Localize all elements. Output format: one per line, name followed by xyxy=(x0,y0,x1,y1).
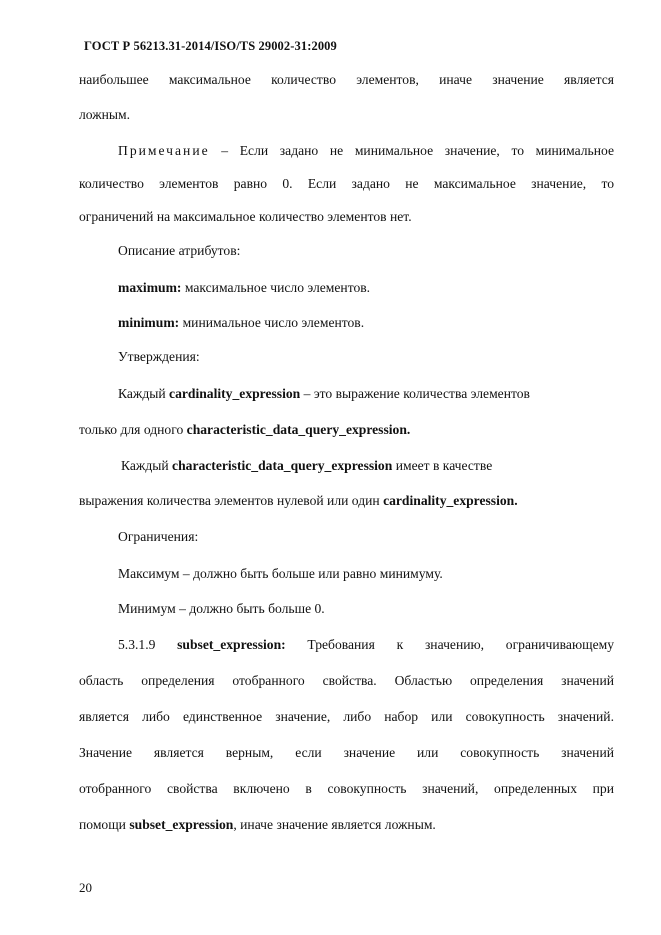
note-text: – Если задано не минимальное значение, то минимальное xyxy=(209,143,614,158)
note-line: ограничений на максимальное количество элементов нет. xyxy=(79,209,412,224)
page-header: ГОСТ Р 56213.31-2014/ISO/TS 29002-31:2009 xyxy=(84,39,337,53)
attribute-term: maximum: xyxy=(118,280,182,295)
text-run: выражения количества элементов нулевой или один xyxy=(79,493,384,508)
section-line: отобранного свойства включено в совокупность значений, определенных при xyxy=(79,781,614,796)
section-number: 5.3.1.9 xyxy=(118,637,178,652)
text-run: – это выражение количества элементов xyxy=(300,386,530,401)
assertion-line xyxy=(79,493,518,509)
section-line xyxy=(79,817,436,833)
note-line: количество элементов равно 0. Если задано не максимальное значение, то xyxy=(79,176,614,191)
attributes-heading: Описание атрибутов: xyxy=(118,243,241,258)
paragraph-line: ложным. xyxy=(79,107,131,122)
text-run: только для одного xyxy=(79,422,187,437)
text-run: Каждый xyxy=(121,458,173,473)
attribute-minimum xyxy=(118,315,364,331)
text-run: , иначе значение является ложным. xyxy=(233,817,436,832)
attribute-desc: максимальное число элементов. xyxy=(181,280,371,295)
assertions-heading: Утверждения: xyxy=(118,349,200,364)
term: characteristic_data_query_expression xyxy=(172,458,393,473)
text-run: имеет в качестве xyxy=(392,458,493,473)
constraint-line: Максимум – должно быть больше или равно минимуму. xyxy=(118,566,443,581)
note-label: Примечание xyxy=(118,143,210,158)
term: subset_expression xyxy=(129,817,234,832)
section-line: область определения отобранного свойства. Областью определения значений xyxy=(79,673,614,688)
section-line: является либо единственное значение, либо набор или совокупность значений. xyxy=(79,709,614,724)
term: characteristic_data_query_expression. xyxy=(186,422,411,437)
term: subset_expression: xyxy=(177,637,286,652)
attribute-term: minimum: xyxy=(118,315,180,330)
text-run: помощи xyxy=(79,817,130,832)
attribute-maximum xyxy=(118,280,370,296)
assertion-line xyxy=(79,422,410,438)
page-number: 20 xyxy=(79,880,92,895)
note-line xyxy=(118,143,614,159)
term: cardinality_expression xyxy=(169,386,301,401)
section-line: Значение является верным, если значение или совокупность значений xyxy=(79,745,614,760)
text-run: Каждый xyxy=(118,386,170,401)
constraints-heading: Ограничения: xyxy=(118,529,199,544)
assertion-line xyxy=(121,458,492,474)
section-line xyxy=(118,637,614,653)
term: cardinality_expression. xyxy=(383,493,518,508)
attribute-desc: минимальное число элементов. xyxy=(179,315,365,330)
constraint-line: Минимум – должно быть больше 0. xyxy=(118,601,325,616)
text-run: Требования к значению, ограничивающему xyxy=(285,637,614,652)
paragraph-line: наибольшее максимальное количество элементов, иначе значение является xyxy=(79,72,614,87)
assertion-line xyxy=(118,386,530,402)
